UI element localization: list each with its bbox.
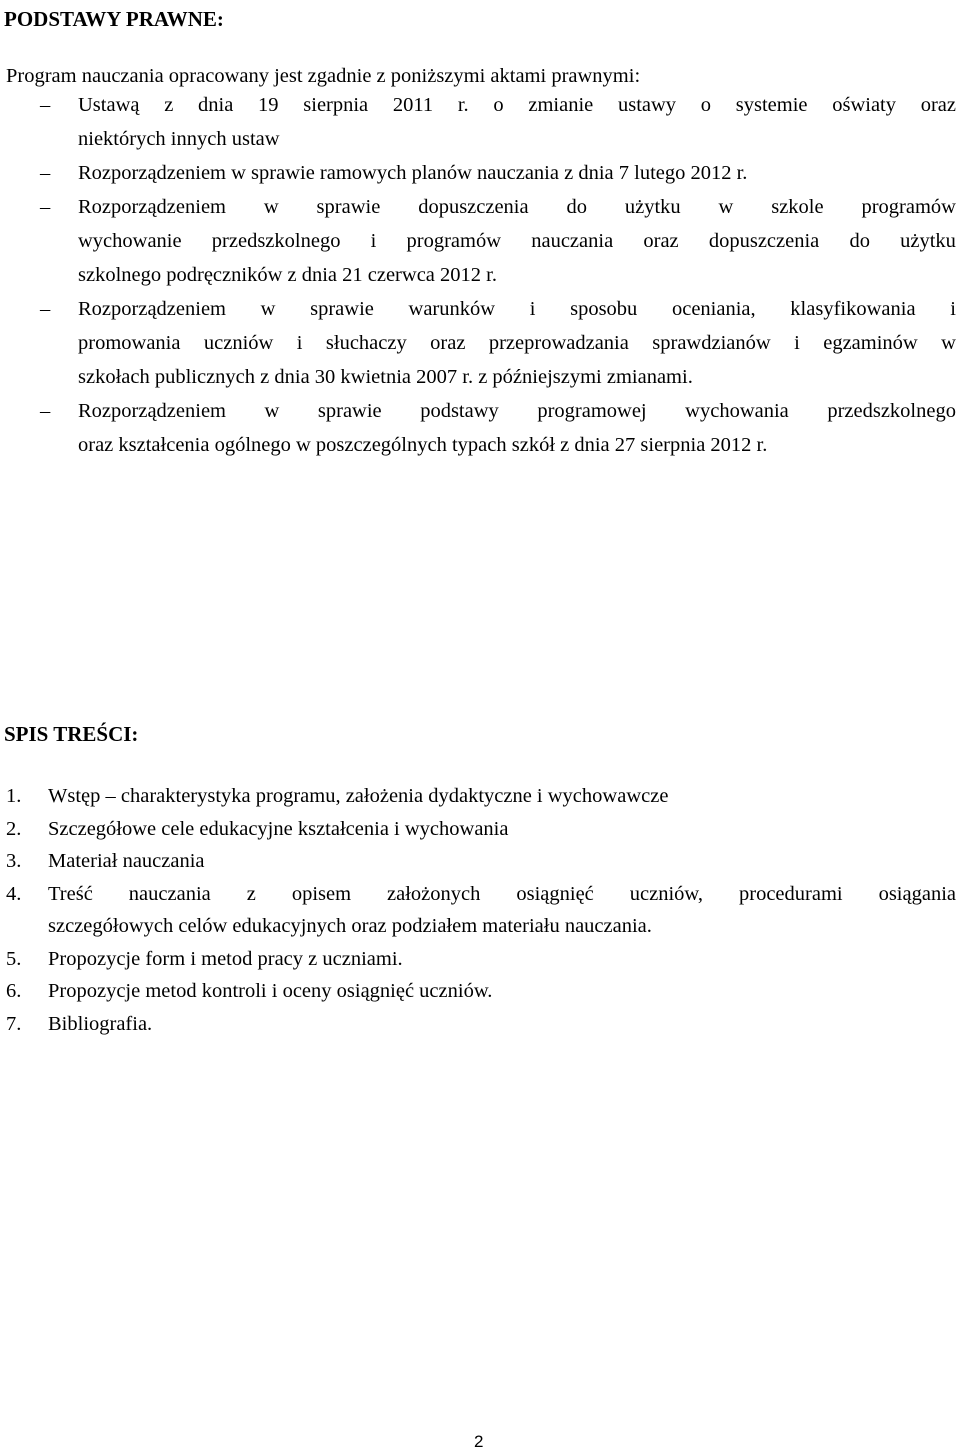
word: w [263, 196, 279, 218]
word: oraz [430, 332, 466, 354]
word: warunków [408, 298, 496, 320]
word: słuchaczy [325, 332, 407, 354]
word: programowej [537, 400, 647, 422]
word: programów [861, 196, 956, 218]
word: z [246, 882, 256, 905]
word: i [296, 332, 303, 354]
word: Treść [48, 882, 93, 905]
word: sprawie [316, 196, 381, 218]
word: w [264, 400, 280, 422]
word: oświaty [832, 94, 896, 116]
word: dopuszczenia [708, 230, 820, 252]
toc-item-number: 1. [6, 785, 22, 807]
word: 19 [258, 94, 279, 116]
word: oraz [920, 94, 956, 116]
toc-item-text: Bibliografia. [48, 1012, 153, 1035]
toc-item-text: Wstęp – charakterystyka programu, założenia dydaktyczne i wychowawcze [48, 785, 669, 807]
word: i [370, 230, 377, 252]
toc-item-text: Materiał nauczania [48, 850, 205, 872]
word: Rozporządzeniem [78, 196, 226, 218]
toc-item [6, 975, 956, 1008]
list-dash: – [40, 400, 51, 422]
word: do [849, 230, 870, 252]
legal-act-line [78, 292, 956, 326]
word: użytku [900, 230, 956, 252]
toc-item-number: 6. [6, 980, 22, 1002]
toc-item [6, 780, 956, 813]
word: sprawdzianów [652, 332, 771, 354]
legal-act-line: Rozporządzeniem w sprawie ramowych planów nauczania z dnia 7 lutego 2012 r. [78, 162, 748, 184]
legal-act-item [6, 292, 956, 394]
word: do [566, 196, 587, 218]
word: podstawy [420, 400, 499, 422]
word: oceniania, [671, 298, 756, 320]
toc-item-text: Szczegółowe cele edukacyjne kształcenia i wychowania [48, 817, 509, 840]
toc-item [6, 943, 956, 976]
word: Rozporządzeniem [78, 298, 226, 320]
legal-act-item [6, 156, 956, 190]
legal-act-item [6, 88, 956, 156]
toc-heading: SPIS TREŚCI: [4, 722, 139, 746]
word: wychowanie [78, 230, 182, 252]
legal-act-item [6, 190, 956, 292]
word: uczniów [203, 332, 274, 354]
toc-item [6, 1008, 956, 1041]
word: nauczania [128, 882, 211, 905]
legal-act-line: szkołach publicznych z dnia 30 kwietnia 2007 r. z późniejszymi zmianami. [78, 366, 693, 388]
word: procedurami [739, 882, 843, 905]
word: nauczania [531, 230, 614, 252]
word: i [794, 332, 800, 354]
legal-basis-intro: Program nauczania opracowany jest zgadnie z poniższymi aktami prawnymi: [6, 65, 641, 87]
word: Ustawą [78, 94, 140, 116]
toc-item-number: 5. [6, 947, 22, 970]
word: użytku [624, 196, 681, 218]
word: przedszkolnego [211, 230, 341, 252]
toc-item [6, 878, 956, 943]
toc-item-number: 4. [6, 882, 22, 905]
toc-item-text: Propozycje metod kontroli i oceny osiągnięć uczniów. [48, 980, 493, 1002]
toc-list [6, 780, 956, 1040]
list-dash: – [40, 196, 51, 218]
word: sposobu [570, 298, 638, 320]
toc-item-number: 7. [6, 1012, 22, 1035]
toc-item-number: 3. [6, 850, 22, 872]
legal-act-line [78, 224, 956, 258]
word: przeprowadzania [488, 332, 629, 354]
toc-item [6, 813, 956, 846]
legal-act-line: szkolnego podręczników z dnia 21 czerwca 2012 r. [78, 264, 497, 286]
word: uczniów, [629, 882, 704, 905]
page-number: 2 [474, 1432, 484, 1451]
word: systemie [735, 94, 808, 116]
word: założonych [387, 882, 481, 905]
word: z [164, 94, 174, 116]
word: programów [406, 230, 502, 252]
word: wychowania [685, 400, 789, 422]
word: sierpnia [303, 94, 369, 116]
toc-item-line [48, 878, 956, 911]
legal-act-line [78, 190, 956, 224]
word: Rozporządzeniem [78, 400, 226, 422]
word: opisem [291, 882, 352, 905]
word: w [941, 332, 956, 354]
word: zmianie [528, 94, 594, 116]
toc-item-number: 2. [6, 817, 22, 840]
word: sprawie [317, 400, 382, 422]
word: egzaminów [823, 332, 918, 354]
list-dash: – [40, 94, 51, 116]
word: w [718, 196, 734, 218]
word: i [529, 298, 536, 320]
word: klasyfikowania [790, 298, 916, 320]
word: osiągnięć [516, 882, 594, 905]
word: szkole [771, 196, 824, 218]
word: przedszkolnego [827, 400, 956, 422]
legal-act-line: oraz kształcenia ogólnego w poszczególnych typach szkół z dnia 27 sierpnia 2012 r. [78, 434, 768, 456]
legal-act-item [6, 394, 956, 462]
word: i [950, 298, 956, 320]
word: promowania [78, 332, 181, 354]
list-dash: – [40, 298, 51, 320]
word: oraz [643, 230, 679, 252]
legal-act-line [78, 326, 956, 360]
word: r. [457, 94, 469, 116]
word: o [700, 94, 712, 116]
toc-item [6, 845, 956, 878]
word: w [260, 298, 276, 320]
word: o [493, 94, 504, 116]
toc-item-line: szczegółowych celów edukacyjnych oraz podziałem materiału nauczania. [48, 915, 652, 937]
word: dnia [198, 94, 234, 116]
list-dash: – [40, 162, 51, 184]
legal-basis-heading: PODSTAWY PRAWNE: [4, 7, 224, 31]
word: sprawie [310, 298, 374, 320]
legal-acts-list [6, 88, 956, 462]
legal-act-line [78, 88, 956, 122]
toc-item-text: Propozycje form i metod pracy z uczniami. [48, 947, 403, 970]
word: ustawy [617, 94, 677, 116]
word: 2011 [392, 94, 434, 116]
legal-act-line [78, 394, 956, 428]
legal-act-line: niektórych innych ustaw [78, 128, 280, 150]
word: dopuszczenia [418, 196, 529, 218]
word: osiągania [878, 882, 956, 905]
